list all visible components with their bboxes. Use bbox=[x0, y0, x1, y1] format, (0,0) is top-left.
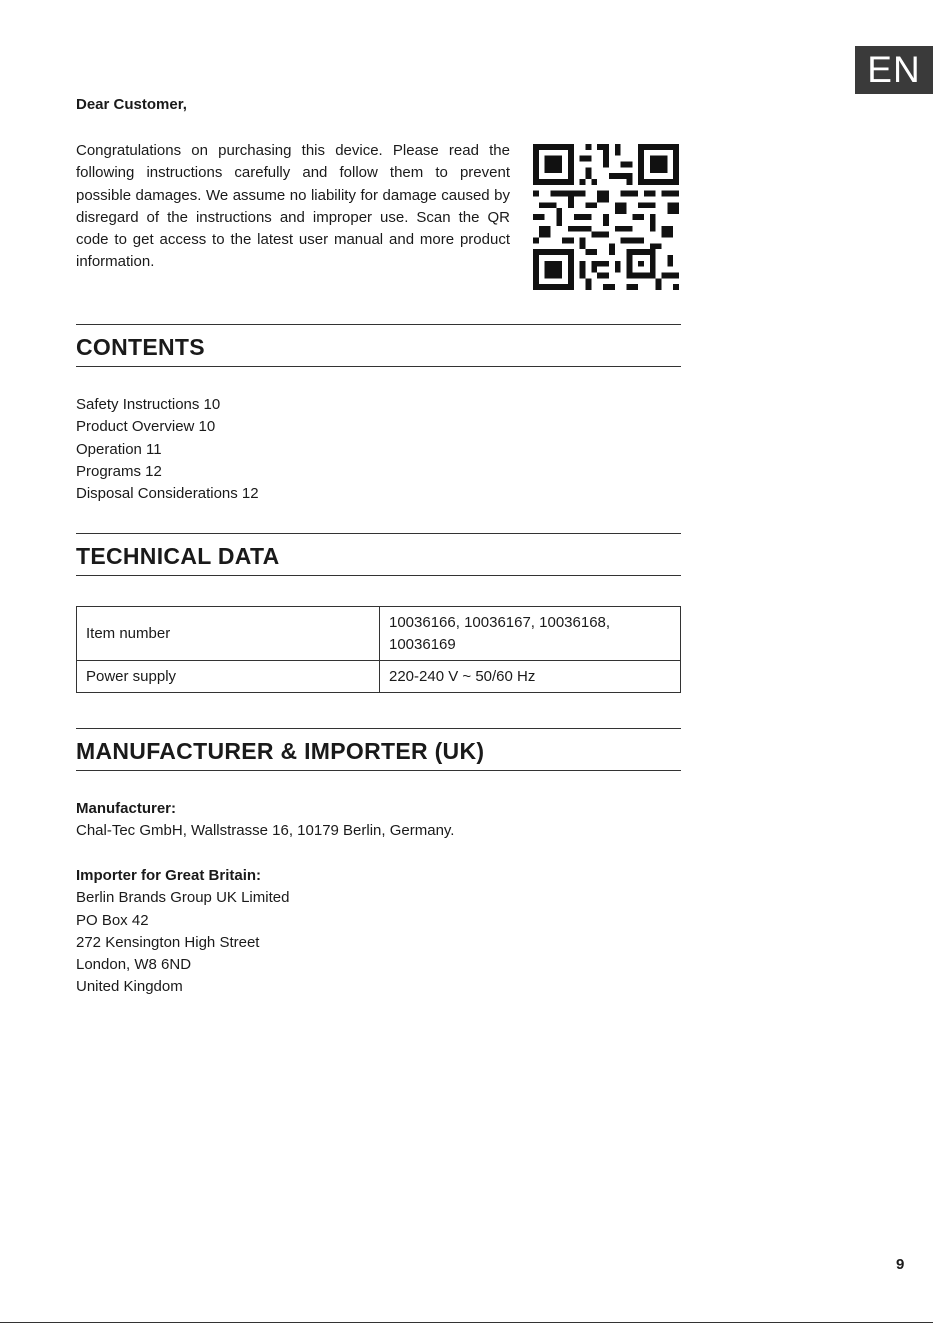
page-number: 9 bbox=[896, 1256, 905, 1273]
table-row bbox=[77, 661, 681, 693]
greeting: Dear Customer, bbox=[76, 96, 187, 113]
contents-item: Operation 11 bbox=[76, 440, 162, 458]
importer-address-line: Berlin Brands Group UK Limited bbox=[76, 889, 290, 907]
contents-list bbox=[76, 394, 259, 505]
section-divider bbox=[76, 770, 681, 771]
section-divider bbox=[76, 575, 681, 576]
section-title-technical-data: TECHNICAL DATA bbox=[76, 543, 280, 569]
contents-item: Disposal Considerations 12 bbox=[76, 485, 259, 503]
manufacturer-address: Chal-Tec GmbH, Wallstrasse 16, 10179 Berlin, Germany. bbox=[76, 822, 455, 840]
table-cell-value: 10036166, 10036167, 10036168, 10036169 bbox=[380, 607, 681, 661]
importer-address-line: 272 Kensington High Street bbox=[76, 933, 260, 951]
contents-item: Product Overview 10 bbox=[76, 418, 216, 436]
importer-heading: Importer for Great Britain: bbox=[76, 867, 262, 884]
section-title-manufacturer: MANUFACTURER & IMPORTER (UK) bbox=[76, 738, 485, 764]
contents-item: Safety Instructions 10 bbox=[76, 396, 221, 413]
contents-item: Programs 12 bbox=[76, 462, 162, 480]
section-title-contents: CONTENTS bbox=[76, 334, 205, 360]
table-cell-label: Power supply bbox=[77, 661, 380, 693]
importer-address-line: United Kingdom bbox=[76, 978, 183, 996]
manufacturer-heading: Manufacturer: bbox=[76, 800, 177, 817]
section-divider bbox=[76, 728, 681, 729]
intro-paragraph: Congratulations on purchasing this device. Please read the following instructions carefully and follow them to prevent possible damages. We assume no liability for damage caused by disregard of the instructions and improper use. Scan the QR code to get access to the latest user manual and more product information. bbox=[76, 142, 510, 271]
importer-address-line: PO Box 42 bbox=[76, 911, 149, 929]
importer-address-line: London, W8 6ND bbox=[76, 956, 192, 974]
importer-block bbox=[76, 865, 289, 999]
page-bottom-rule bbox=[0, 1322, 933, 1323]
table-row bbox=[77, 607, 681, 661]
manufacturer-block bbox=[76, 798, 454, 843]
technical-data-table bbox=[76, 606, 681, 693]
language-tab: EN bbox=[855, 46, 933, 94]
section-divider bbox=[76, 366, 681, 367]
table-cell-value: 220-240 V ~ 50/60 Hz bbox=[380, 661, 681, 693]
qr-code-image bbox=[533, 144, 679, 290]
table-cell-label: Item number bbox=[77, 607, 380, 661]
section-divider bbox=[76, 324, 681, 325]
section-divider bbox=[76, 533, 681, 534]
